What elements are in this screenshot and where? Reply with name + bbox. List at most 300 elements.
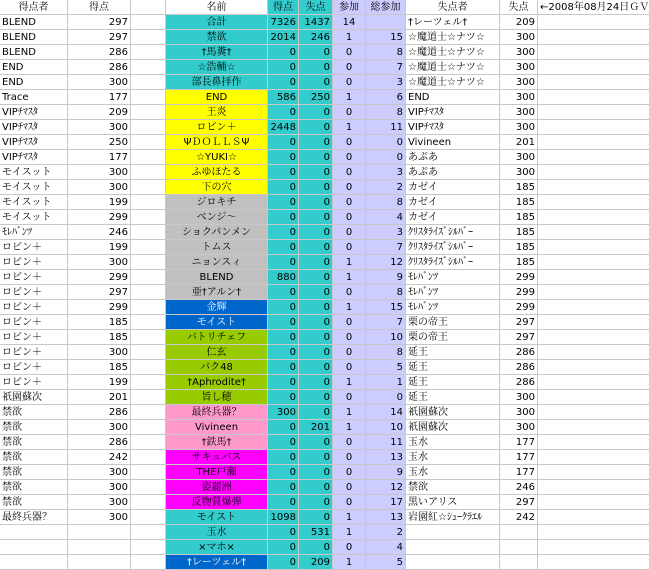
- cell-player-name: 合計: [166, 15, 268, 30]
- cell-blank: [131, 105, 166, 120]
- cell-player-name: サキュバス: [166, 450, 268, 465]
- cell-scorer-points: 299: [68, 270, 131, 285]
- cell-scorer: ロビン＋: [0, 255, 68, 270]
- cell-player-name: †馬糞†: [166, 45, 268, 60]
- cell-lost: 0: [299, 285, 333, 300]
- cell-blank: [131, 465, 166, 480]
- cell-player-name: ベンジ～: [166, 210, 268, 225]
- cell-scorer: VIPﾁﾏｽﾀ: [0, 105, 68, 120]
- cell-participation: 0: [333, 105, 366, 120]
- cell-gained: 0: [268, 375, 299, 390]
- cell-gained: 0: [268, 75, 299, 90]
- cell-loser: 栗の帝王: [406, 315, 500, 330]
- cell-scorer: 禁欲: [0, 480, 68, 495]
- cell-blank: [131, 555, 166, 570]
- cell-scorer: BLEND: [0, 45, 68, 60]
- cell-total-participation: 17: [366, 495, 406, 510]
- cell-gained: 300: [268, 405, 299, 420]
- cell-gained: 0: [268, 555, 299, 570]
- cell-lost: 0: [299, 240, 333, 255]
- cell-lost: 0: [299, 330, 333, 345]
- cell-lost: 201: [299, 420, 333, 435]
- cell-total-participation: 1: [366, 375, 406, 390]
- cell-blank: [131, 300, 166, 315]
- cell-gained: 0: [268, 195, 299, 210]
- cell-scorer: ﾓﾚﾊﾞﾝﾂ: [0, 225, 68, 240]
- cell-scorer-points: 300: [68, 345, 131, 360]
- cell-loser: カゼイ: [406, 210, 500, 225]
- cell-note-blank: [538, 300, 649, 315]
- cell-scorer: Trace: [0, 90, 68, 105]
- cell-gained: 0: [268, 240, 299, 255]
- cell-participation: 1: [333, 300, 366, 315]
- cell-gained: 0: [268, 255, 299, 270]
- cell-gained: 0: [268, 165, 299, 180]
- cell-player-name: BLEND: [166, 270, 268, 285]
- cell-scorer-points: 297: [68, 30, 131, 45]
- cell-scorer: [0, 540, 68, 555]
- cell-player-name: 玉水: [166, 525, 268, 540]
- cell-lost-points: 286: [500, 345, 538, 360]
- cell-loser: ☆魔道士☆ナツ☆: [406, 45, 500, 60]
- cell-lost-points: 177: [500, 465, 538, 480]
- cell-participation: 1: [333, 510, 366, 525]
- cell-scorer: VIPﾁﾏｽﾀ: [0, 150, 68, 165]
- cell-lost-points: 185: [500, 210, 538, 225]
- cell-blank: [131, 135, 166, 150]
- cell-total-participation: 13: [366, 510, 406, 525]
- cell-loser: 延王: [406, 345, 500, 360]
- cell-participation: 0: [333, 345, 366, 360]
- cell-gained: 0: [268, 360, 299, 375]
- cell-blank: [131, 165, 166, 180]
- cell-note-blank: [538, 525, 649, 540]
- cell-lost: 0: [299, 390, 333, 405]
- cell-scorer-points: [68, 555, 131, 570]
- cell-scorer: ロビン＋: [0, 330, 68, 345]
- cell-lost-points: [500, 555, 538, 570]
- cell-participation: 0: [333, 240, 366, 255]
- cell-scorer-points: 242: [68, 450, 131, 465]
- cell-lost-points: 286: [500, 375, 538, 390]
- cell-scorer-points: 185: [68, 315, 131, 330]
- cell-scorer-points: 177: [68, 90, 131, 105]
- cell-lost: 0: [299, 75, 333, 90]
- cell-loser: あぷあ: [406, 165, 500, 180]
- cell-player-name: †鉄馬†: [166, 435, 268, 450]
- cell-lost-points: [500, 540, 538, 555]
- cell-scorer-points: 286: [68, 435, 131, 450]
- header-scorer: 得点者: [0, 0, 68, 15]
- cell-lost: 0: [299, 195, 333, 210]
- cell-player-name: THE戸瀬: [166, 465, 268, 480]
- cell-gained: 0: [268, 45, 299, 60]
- cell-lost-points: 297: [500, 315, 538, 330]
- cell-note-blank: [538, 360, 649, 375]
- cell-gained: 0: [268, 450, 299, 465]
- cell-note-blank: [538, 435, 649, 450]
- cell-gained: 0: [268, 180, 299, 195]
- cell-loser: カゼイ: [406, 195, 500, 210]
- cell-note-blank: [538, 330, 649, 345]
- cell-blank: [131, 450, 166, 465]
- cell-gained: 880: [268, 270, 299, 285]
- cell-lost: 0: [299, 435, 333, 450]
- cell-blank: [131, 150, 166, 165]
- cell-loser: END: [406, 90, 500, 105]
- cell-scorer: ロビン＋: [0, 240, 68, 255]
- cell-total-participation: 12: [366, 480, 406, 495]
- cell-scorer-points: 300: [68, 255, 131, 270]
- cell-note-blank: [538, 75, 649, 90]
- cell-lost: 0: [299, 375, 333, 390]
- cell-loser: [406, 525, 500, 540]
- cell-participation: 14: [333, 15, 366, 30]
- cell-scorer-points: 250: [68, 135, 131, 150]
- cell-scorer: ロビン＋: [0, 315, 68, 330]
- cell-player-name: ☆浩輔☆: [166, 60, 268, 75]
- header-participation: 参加: [333, 0, 366, 15]
- cell-player-name: 仁玄: [166, 345, 268, 360]
- cell-blank: [131, 315, 166, 330]
- cell-participation: 0: [333, 330, 366, 345]
- cell-loser: ﾓﾚﾊﾞﾝﾂ: [406, 285, 500, 300]
- cell-scorer: 禁欲: [0, 465, 68, 480]
- cell-player-name: END: [166, 90, 268, 105]
- cell-note-blank: [538, 105, 649, 120]
- cell-scorer-points: 297: [68, 285, 131, 300]
- cell-lost-points: 246: [500, 480, 538, 495]
- cell-lost-points: 300: [500, 75, 538, 90]
- cell-note-blank: [538, 495, 649, 510]
- cell-loser: 玉水: [406, 435, 500, 450]
- cell-loser: ｸﾘｽﾀﾗｲｽﾞｼﾙﾊﾞｰ: [406, 240, 500, 255]
- cell-lost-points: 300: [500, 90, 538, 105]
- cell-total-participation: 12: [366, 255, 406, 270]
- cell-gained: 0: [268, 150, 299, 165]
- cell-total-participation: 5: [366, 360, 406, 375]
- cell-scorer: BLEND: [0, 15, 68, 30]
- cell-total-participation: 8: [366, 285, 406, 300]
- cell-scorer-points: 297: [68, 15, 131, 30]
- cell-scorer-points: 209: [68, 105, 131, 120]
- cell-player-name: †Aphrodite†: [166, 375, 268, 390]
- cell-loser: †レーツェル†: [406, 15, 500, 30]
- cell-scorer: モイスット: [0, 165, 68, 180]
- cell-blank: [131, 495, 166, 510]
- cell-lost: 0: [299, 120, 333, 135]
- cell-lost-points: 185: [500, 180, 538, 195]
- cell-blank: [131, 120, 166, 135]
- cell-blank: [131, 345, 166, 360]
- cell-player-name: モイスト: [166, 315, 268, 330]
- cell-lost-points: 185: [500, 255, 538, 270]
- cell-gained: 0: [268, 300, 299, 315]
- cell-gained: 0: [268, 210, 299, 225]
- cell-note-blank: [538, 510, 649, 525]
- cell-lost-points: 300: [500, 150, 538, 165]
- cell-note-blank: [538, 270, 649, 285]
- cell-lost: 0: [299, 480, 333, 495]
- cell-loser: ☆魔道士☆ナツ☆: [406, 75, 500, 90]
- cell-blank: [131, 360, 166, 375]
- header-points: 得点: [68, 0, 131, 15]
- cell-participation: 0: [333, 165, 366, 180]
- cell-participation: 0: [333, 210, 366, 225]
- cell-scorer: ロビン＋: [0, 270, 68, 285]
- cell-total-participation: 9: [366, 270, 406, 285]
- cell-lost-points: 286: [500, 360, 538, 375]
- cell-player-name: 部長鼻拝作: [166, 75, 268, 90]
- cell-total-participation: 7: [366, 315, 406, 330]
- cell-loser: Vivineen: [406, 135, 500, 150]
- cell-participation: 1: [333, 120, 366, 135]
- cell-lost-points: 300: [500, 165, 538, 180]
- cell-scorer: 禁欲: [0, 420, 68, 435]
- cell-lost-points: 300: [500, 390, 538, 405]
- cell-lost-points: 299: [500, 285, 538, 300]
- cell-total-participation: 3: [366, 165, 406, 180]
- cell-participation: 0: [333, 195, 366, 210]
- header-lost-points: 失点: [500, 0, 538, 15]
- cell-participation: 0: [333, 480, 366, 495]
- cell-note-blank: [538, 135, 649, 150]
- cell-player-name: 旨し穂: [166, 390, 268, 405]
- cell-note-blank: [538, 555, 649, 570]
- cell-gained: 586: [268, 90, 299, 105]
- cell-scorer: END: [0, 60, 68, 75]
- cell-scorer-points: 300: [68, 165, 131, 180]
- cell-lost-points: 300: [500, 30, 538, 45]
- cell-gained: 0: [268, 330, 299, 345]
- cell-blank: [131, 330, 166, 345]
- cell-player-name: †レーツェル†: [166, 555, 268, 570]
- cell-loser: 祇園蘇次: [406, 405, 500, 420]
- cell-lost-points: 185: [500, 225, 538, 240]
- cell-blank: [131, 375, 166, 390]
- header-blank: [131, 0, 166, 15]
- cell-blank: [131, 180, 166, 195]
- cell-note-blank: [538, 420, 649, 435]
- cell-total-participation: 7: [366, 60, 406, 75]
- cell-note-blank: [538, 345, 649, 360]
- cell-scorer-points: 300: [68, 180, 131, 195]
- cell-lost: 0: [299, 135, 333, 150]
- cell-gained: 2448: [268, 120, 299, 135]
- cell-participation: 1: [333, 420, 366, 435]
- cell-blank: [131, 540, 166, 555]
- cell-scorer: END: [0, 75, 68, 90]
- header-lost: 失点: [299, 0, 333, 15]
- cell-note-blank: [538, 225, 649, 240]
- cell-blank: [131, 15, 166, 30]
- cell-player-name: ☆YUKI☆: [166, 150, 268, 165]
- cell-loser: ｸﾘｽﾀﾗｲｽﾞｼﾙﾊﾞｰ: [406, 225, 500, 240]
- cell-blank: [131, 405, 166, 420]
- cell-total-participation: 11: [366, 120, 406, 135]
- cell-note-blank: [538, 165, 649, 180]
- cell-lost: 0: [299, 405, 333, 420]
- cell-loser: [406, 540, 500, 555]
- cell-loser: [406, 555, 500, 570]
- cell-lost: 0: [299, 345, 333, 360]
- cell-scorer-points: 300: [68, 120, 131, 135]
- cell-note-blank: [538, 15, 649, 30]
- cell-gained: 0: [268, 285, 299, 300]
- cell-total-participation: 3: [366, 225, 406, 240]
- cell-gained: 0: [268, 390, 299, 405]
- cell-loser: 黒いアリス: [406, 495, 500, 510]
- cell-participation: 0: [333, 465, 366, 480]
- cell-participation: 1: [333, 405, 366, 420]
- cell-gained: 2014: [268, 30, 299, 45]
- cell-note-blank: [538, 45, 649, 60]
- cell-player-name: 亜†アルン†: [166, 285, 268, 300]
- cell-lost: 0: [299, 465, 333, 480]
- cell-total-participation: 10: [366, 330, 406, 345]
- cell-scorer: [0, 525, 68, 540]
- cell-gained: 0: [268, 495, 299, 510]
- cell-participation: 0: [333, 150, 366, 165]
- cell-loser: 栗の帝王: [406, 330, 500, 345]
- cell-loser: 禁欲: [406, 480, 500, 495]
- cell-lost: 0: [299, 510, 333, 525]
- cell-participation: 0: [333, 495, 366, 510]
- cell-note-blank: [538, 375, 649, 390]
- cell-scorer: VIPﾁﾏｽﾀ: [0, 135, 68, 150]
- cell-gained: 0: [268, 525, 299, 540]
- cell-gained: 0: [268, 135, 299, 150]
- cell-gained: 0: [268, 315, 299, 330]
- cell-total-participation: 0: [366, 390, 406, 405]
- cell-player-name: ロビン＋: [166, 120, 268, 135]
- cell-player-name: ジロキチ: [166, 195, 268, 210]
- cell-scorer: 禁欲: [0, 450, 68, 465]
- cell-note-blank: [538, 240, 649, 255]
- cell-lost-points: 300: [500, 420, 538, 435]
- cell-total-participation: 11: [366, 435, 406, 450]
- cell-lost-points: 177: [500, 435, 538, 450]
- cell-loser: ☆魔道士☆ナツ☆: [406, 60, 500, 75]
- cell-gained: 1098: [268, 510, 299, 525]
- cell-note-blank: [538, 315, 649, 330]
- cell-lost-points: 242: [500, 510, 538, 525]
- cell-total-participation: 6: [366, 90, 406, 105]
- cell-player-name: ΨＤＯＬＬＳΨ: [166, 135, 268, 150]
- cell-gained: 0: [268, 540, 299, 555]
- cell-gained: 0: [268, 60, 299, 75]
- cell-loser: 延王: [406, 390, 500, 405]
- cell-scorer-points: 286: [68, 60, 131, 75]
- cell-loser: 祇園蘇次: [406, 420, 500, 435]
- cell-lost-points: 299: [500, 300, 538, 315]
- cell-blank: [131, 75, 166, 90]
- cell-scorer-points: 199: [68, 195, 131, 210]
- cell-participation: 0: [333, 450, 366, 465]
- cell-participation: 0: [333, 60, 366, 75]
- cell-participation: 0: [333, 75, 366, 90]
- cell-lost: 531: [299, 525, 333, 540]
- cell-participation: 1: [333, 270, 366, 285]
- cell-total-participation: 0: [366, 150, 406, 165]
- cell-lost-points: 185: [500, 240, 538, 255]
- cell-note-blank: [538, 285, 649, 300]
- cell-player-name: バトリチェフ: [166, 330, 268, 345]
- cell-scorer-points: 300: [68, 420, 131, 435]
- cell-lost: 250: [299, 90, 333, 105]
- cell-player-name: バク48: [166, 360, 268, 375]
- cell-scorer-points: 199: [68, 375, 131, 390]
- header-gained: 得点: [268, 0, 299, 15]
- cell-loser: ☆魔道士☆ナツ☆: [406, 30, 500, 45]
- cell-note-blank: [538, 405, 649, 420]
- cell-lost-points: 299: [500, 270, 538, 285]
- cell-scorer-points: 185: [68, 330, 131, 345]
- cell-total-participation: 5: [366, 555, 406, 570]
- header-loser: 失点者: [406, 0, 500, 15]
- cell-note-blank: [538, 60, 649, 75]
- cell-blank: [131, 30, 166, 45]
- cell-participation: 0: [333, 315, 366, 330]
- cell-player-name: 金輝: [166, 300, 268, 315]
- cell-total-participation: 14: [366, 405, 406, 420]
- cell-lost: 0: [299, 300, 333, 315]
- cell-lost-points: 297: [500, 330, 538, 345]
- cell-blank: [131, 90, 166, 105]
- cell-player-name: Vivineen: [166, 420, 268, 435]
- header-total-participation: 総参加: [366, 0, 406, 15]
- cell-total-participation: 0: [366, 135, 406, 150]
- cell-loser: VIPﾁﾏｽﾀ: [406, 105, 500, 120]
- cell-total-participation: 15: [366, 300, 406, 315]
- cell-lost: 246: [299, 30, 333, 45]
- cell-blank: [131, 195, 166, 210]
- cell-scorer: ロビン＋: [0, 300, 68, 315]
- cell-lost-points: [500, 525, 538, 540]
- cell-player-name: トムス: [166, 240, 268, 255]
- cell-loser: 玉水: [406, 450, 500, 465]
- cell-loser: 岩園紅☆ｼｭｰｸﾗｴﾙ: [406, 510, 500, 525]
- cell-participation: 0: [333, 360, 366, 375]
- cell-total-participation: 8: [366, 195, 406, 210]
- header-name: 名前: [166, 0, 268, 15]
- cell-gained: 0: [268, 480, 299, 495]
- cell-lost: 0: [299, 450, 333, 465]
- cell-scorer-points: 300: [68, 480, 131, 495]
- cell-note-blank: [538, 255, 649, 270]
- cell-lost: 0: [299, 315, 333, 330]
- cell-lost-points: 185: [500, 195, 538, 210]
- cell-total-participation: 4: [366, 210, 406, 225]
- cell-lost-points: 297: [500, 495, 538, 510]
- cell-loser: 玉水: [406, 465, 500, 480]
- cell-gained: 0: [268, 225, 299, 240]
- cell-total-participation: [366, 15, 406, 30]
- cell-scorer: モイスット: [0, 195, 68, 210]
- cell-scorer: モイスット: [0, 210, 68, 225]
- cell-blank: [131, 525, 166, 540]
- cell-note-blank: [538, 195, 649, 210]
- cell-player-name: 下の穴: [166, 180, 268, 195]
- cell-player-name: ショクパンメン: [166, 225, 268, 240]
- cell-total-participation: 8: [366, 345, 406, 360]
- cell-player-name: 王炎: [166, 105, 268, 120]
- cell-blank: [131, 420, 166, 435]
- cell-scorer: ロビン＋: [0, 375, 68, 390]
- cell-blank: [131, 270, 166, 285]
- cell-player-name: 反物質爆弾: [166, 495, 268, 510]
- cell-gained: 0: [268, 435, 299, 450]
